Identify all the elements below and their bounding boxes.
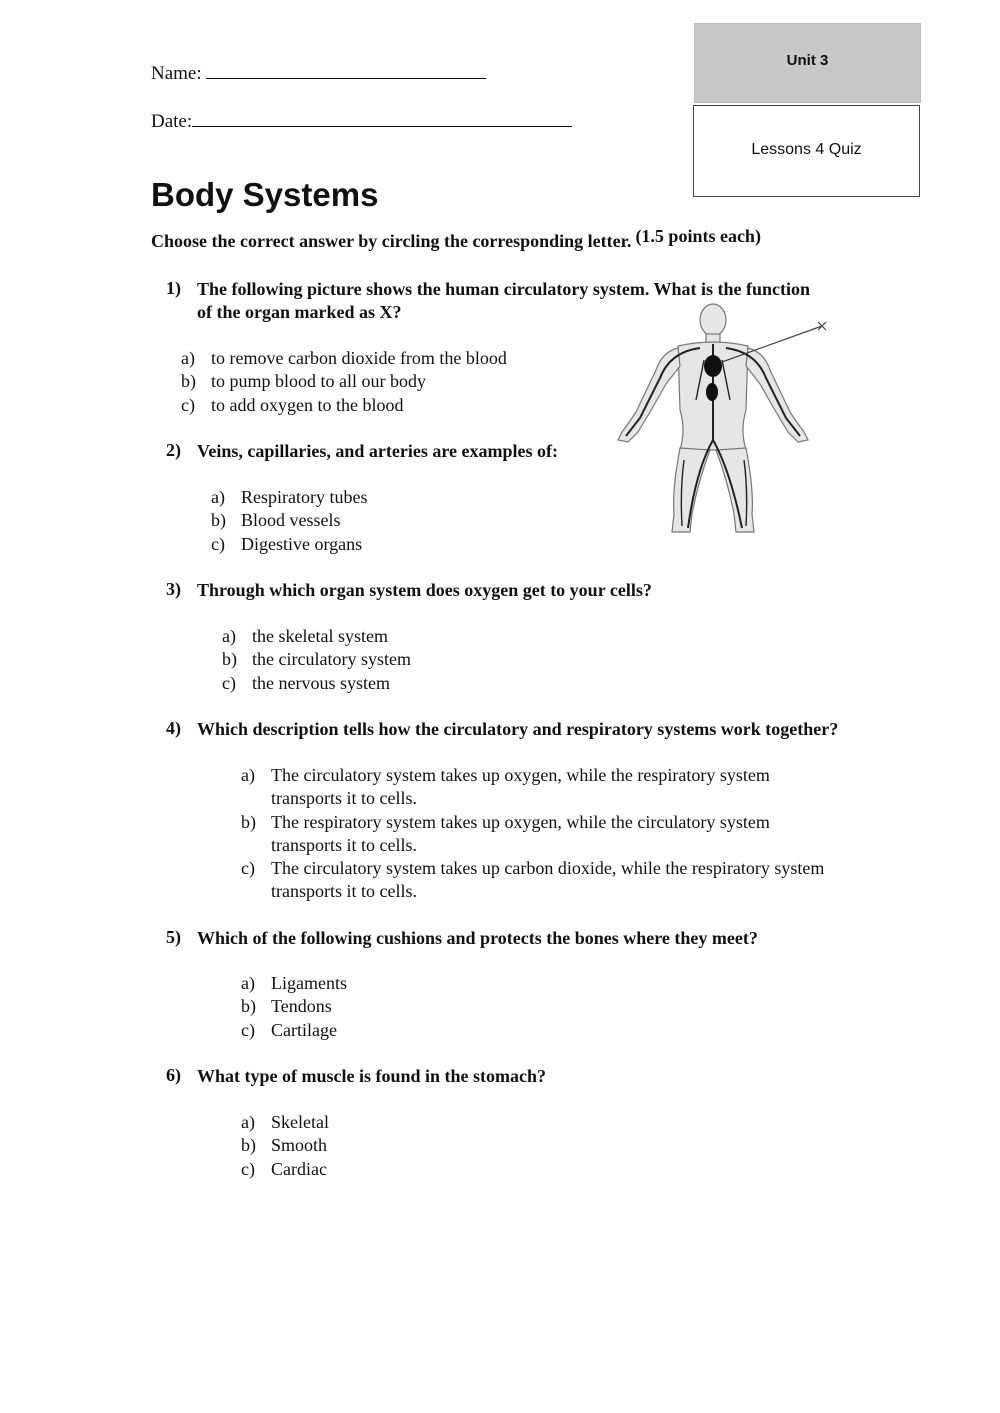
option-3c[interactable]	[222, 672, 622, 695]
question-text: Through which organ system does oxygen get to your cells?	[197, 580, 652, 600]
option-1c[interactable]	[181, 394, 601, 417]
option-letter[interactable]: a)	[211, 487, 225, 507]
name-field[interactable]	[151, 60, 486, 85]
option-text: the nervous system	[252, 672, 390, 693]
circulatory-system-figure	[600, 300, 832, 538]
option-2c[interactable]	[211, 533, 591, 556]
option-text: the circulatory system	[252, 649, 411, 670]
option-6b[interactable]	[241, 1134, 641, 1157]
question-number: 1)	[166, 278, 181, 298]
question-5	[166, 927, 856, 950]
question-4	[166, 718, 841, 741]
option-letter[interactable]: b)	[241, 811, 256, 832]
question-number: 4)	[166, 718, 181, 738]
option-4b[interactable]	[241, 811, 841, 858]
option-letter[interactable]: b)	[241, 996, 256, 1017]
option-text: to remove carbon dioxide from the blood	[211, 348, 507, 368]
option-letter[interactable]: b)	[181, 371, 196, 392]
points-note: (1.5 points each)	[635, 226, 761, 246]
option-text: Tendons	[271, 996, 332, 1017]
option-letter[interactable]: c)	[241, 1158, 255, 1179]
unit-box	[694, 23, 921, 103]
option-letter[interactable]: b)	[211, 510, 226, 531]
option-text: to pump blood to all our body	[211, 371, 426, 392]
question-text: Which of the following cushions and protects the bones where they meet?	[197, 928, 758, 948]
option-text: The circulatory system takes up carbon dioxide, while the respiratory system transports it to cells.	[271, 858, 825, 902]
option-letter[interactable]: a)	[222, 626, 236, 646]
option-letter[interactable]: c)	[222, 672, 236, 693]
question-text: Veins, capillaries, and arteries are examples of:	[197, 441, 558, 461]
option-letter[interactable]: a)	[241, 973, 255, 993]
option-text: Ligaments	[271, 973, 347, 993]
option-2b[interactable]	[211, 509, 591, 532]
option-text: Skeletal	[271, 1112, 329, 1132]
question-5-options	[241, 972, 641, 1042]
option-letter[interactable]: c)	[211, 533, 225, 554]
option-text: Digestive organs	[241, 533, 363, 554]
question-1-options	[181, 347, 601, 417]
option-text: to add oxygen to the blood	[211, 394, 404, 415]
option-text: The respiratory system takes up oxygen, while the circulatory system transports it to cells.	[271, 811, 770, 855]
option-text: Respiratory tubes	[241, 487, 368, 507]
option-text: The circulatory system takes up oxygen, while the respiratory system transports it to cells.	[271, 765, 770, 809]
option-letter[interactable]: a)	[241, 765, 255, 785]
date-field[interactable]	[151, 108, 572, 133]
option-3a[interactable]	[222, 625, 622, 648]
option-5a[interactable]	[241, 972, 641, 995]
question-4-options	[241, 764, 841, 904]
question-text: What type of muscle is found in the stomach?	[197, 1066, 547, 1086]
option-4c[interactable]	[241, 857, 841, 904]
option-5b[interactable]	[241, 995, 641, 1018]
option-1b[interactable]	[181, 370, 601, 393]
date-blank-line[interactable]	[192, 108, 572, 127]
option-letter[interactable]: b)	[241, 1135, 256, 1156]
instructions	[151, 226, 761, 252]
question-6-options	[241, 1111, 641, 1181]
unit-label: Unit 3	[786, 52, 829, 69]
lesson-label: Lessons 4 Quiz	[751, 141, 862, 158]
option-text: Smooth	[271, 1135, 328, 1156]
question-number: 5)	[166, 927, 181, 947]
instructions-text: Choose the correct answer by circling the corresponding letter.	[151, 231, 632, 251]
question-3	[166, 579, 826, 602]
question-number: 3)	[166, 579, 181, 599]
question-text: Which description tells how the circulatory and respiratory systems work together?	[197, 719, 839, 739]
lesson-box	[693, 105, 920, 197]
option-6c[interactable]	[241, 1158, 641, 1181]
question-number: 2)	[166, 440, 181, 460]
option-4a[interactable]	[241, 764, 841, 811]
option-letter[interactable]: a)	[241, 1112, 255, 1132]
option-letter[interactable]: a)	[181, 348, 195, 368]
pointer-line-icon	[722, 322, 826, 362]
option-letter[interactable]: c)	[241, 858, 255, 879]
option-letter[interactable]: b)	[222, 649, 237, 670]
option-text: the skeletal system	[252, 626, 388, 646]
question-6	[166, 1065, 826, 1088]
option-text: Cardiac	[271, 1158, 327, 1179]
date-label: Date:	[151, 111, 193, 132]
option-letter[interactable]: c)	[181, 394, 195, 415]
option-text: Blood vessels	[241, 510, 341, 531]
option-3b[interactable]	[222, 648, 622, 671]
option-2a[interactable]	[211, 486, 591, 509]
question-2-options	[211, 486, 591, 556]
page-title: Body Systems	[151, 176, 379, 213]
option-text: Cartilage	[271, 1019, 337, 1040]
question-number: 6)	[166, 1065, 181, 1085]
name-blank-line[interactable]	[206, 60, 486, 79]
option-5c[interactable]	[241, 1019, 641, 1042]
name-label: Name:	[151, 63, 202, 84]
question-2	[166, 440, 616, 463]
option-1a[interactable]	[181, 347, 601, 370]
question-text: The following picture shows the human circulatory system. What is the function of the organ marked as X?	[197, 279, 811, 322]
option-6a[interactable]	[241, 1111, 641, 1134]
question-3-options	[222, 625, 622, 695]
option-letter[interactable]: c)	[241, 1019, 255, 1040]
